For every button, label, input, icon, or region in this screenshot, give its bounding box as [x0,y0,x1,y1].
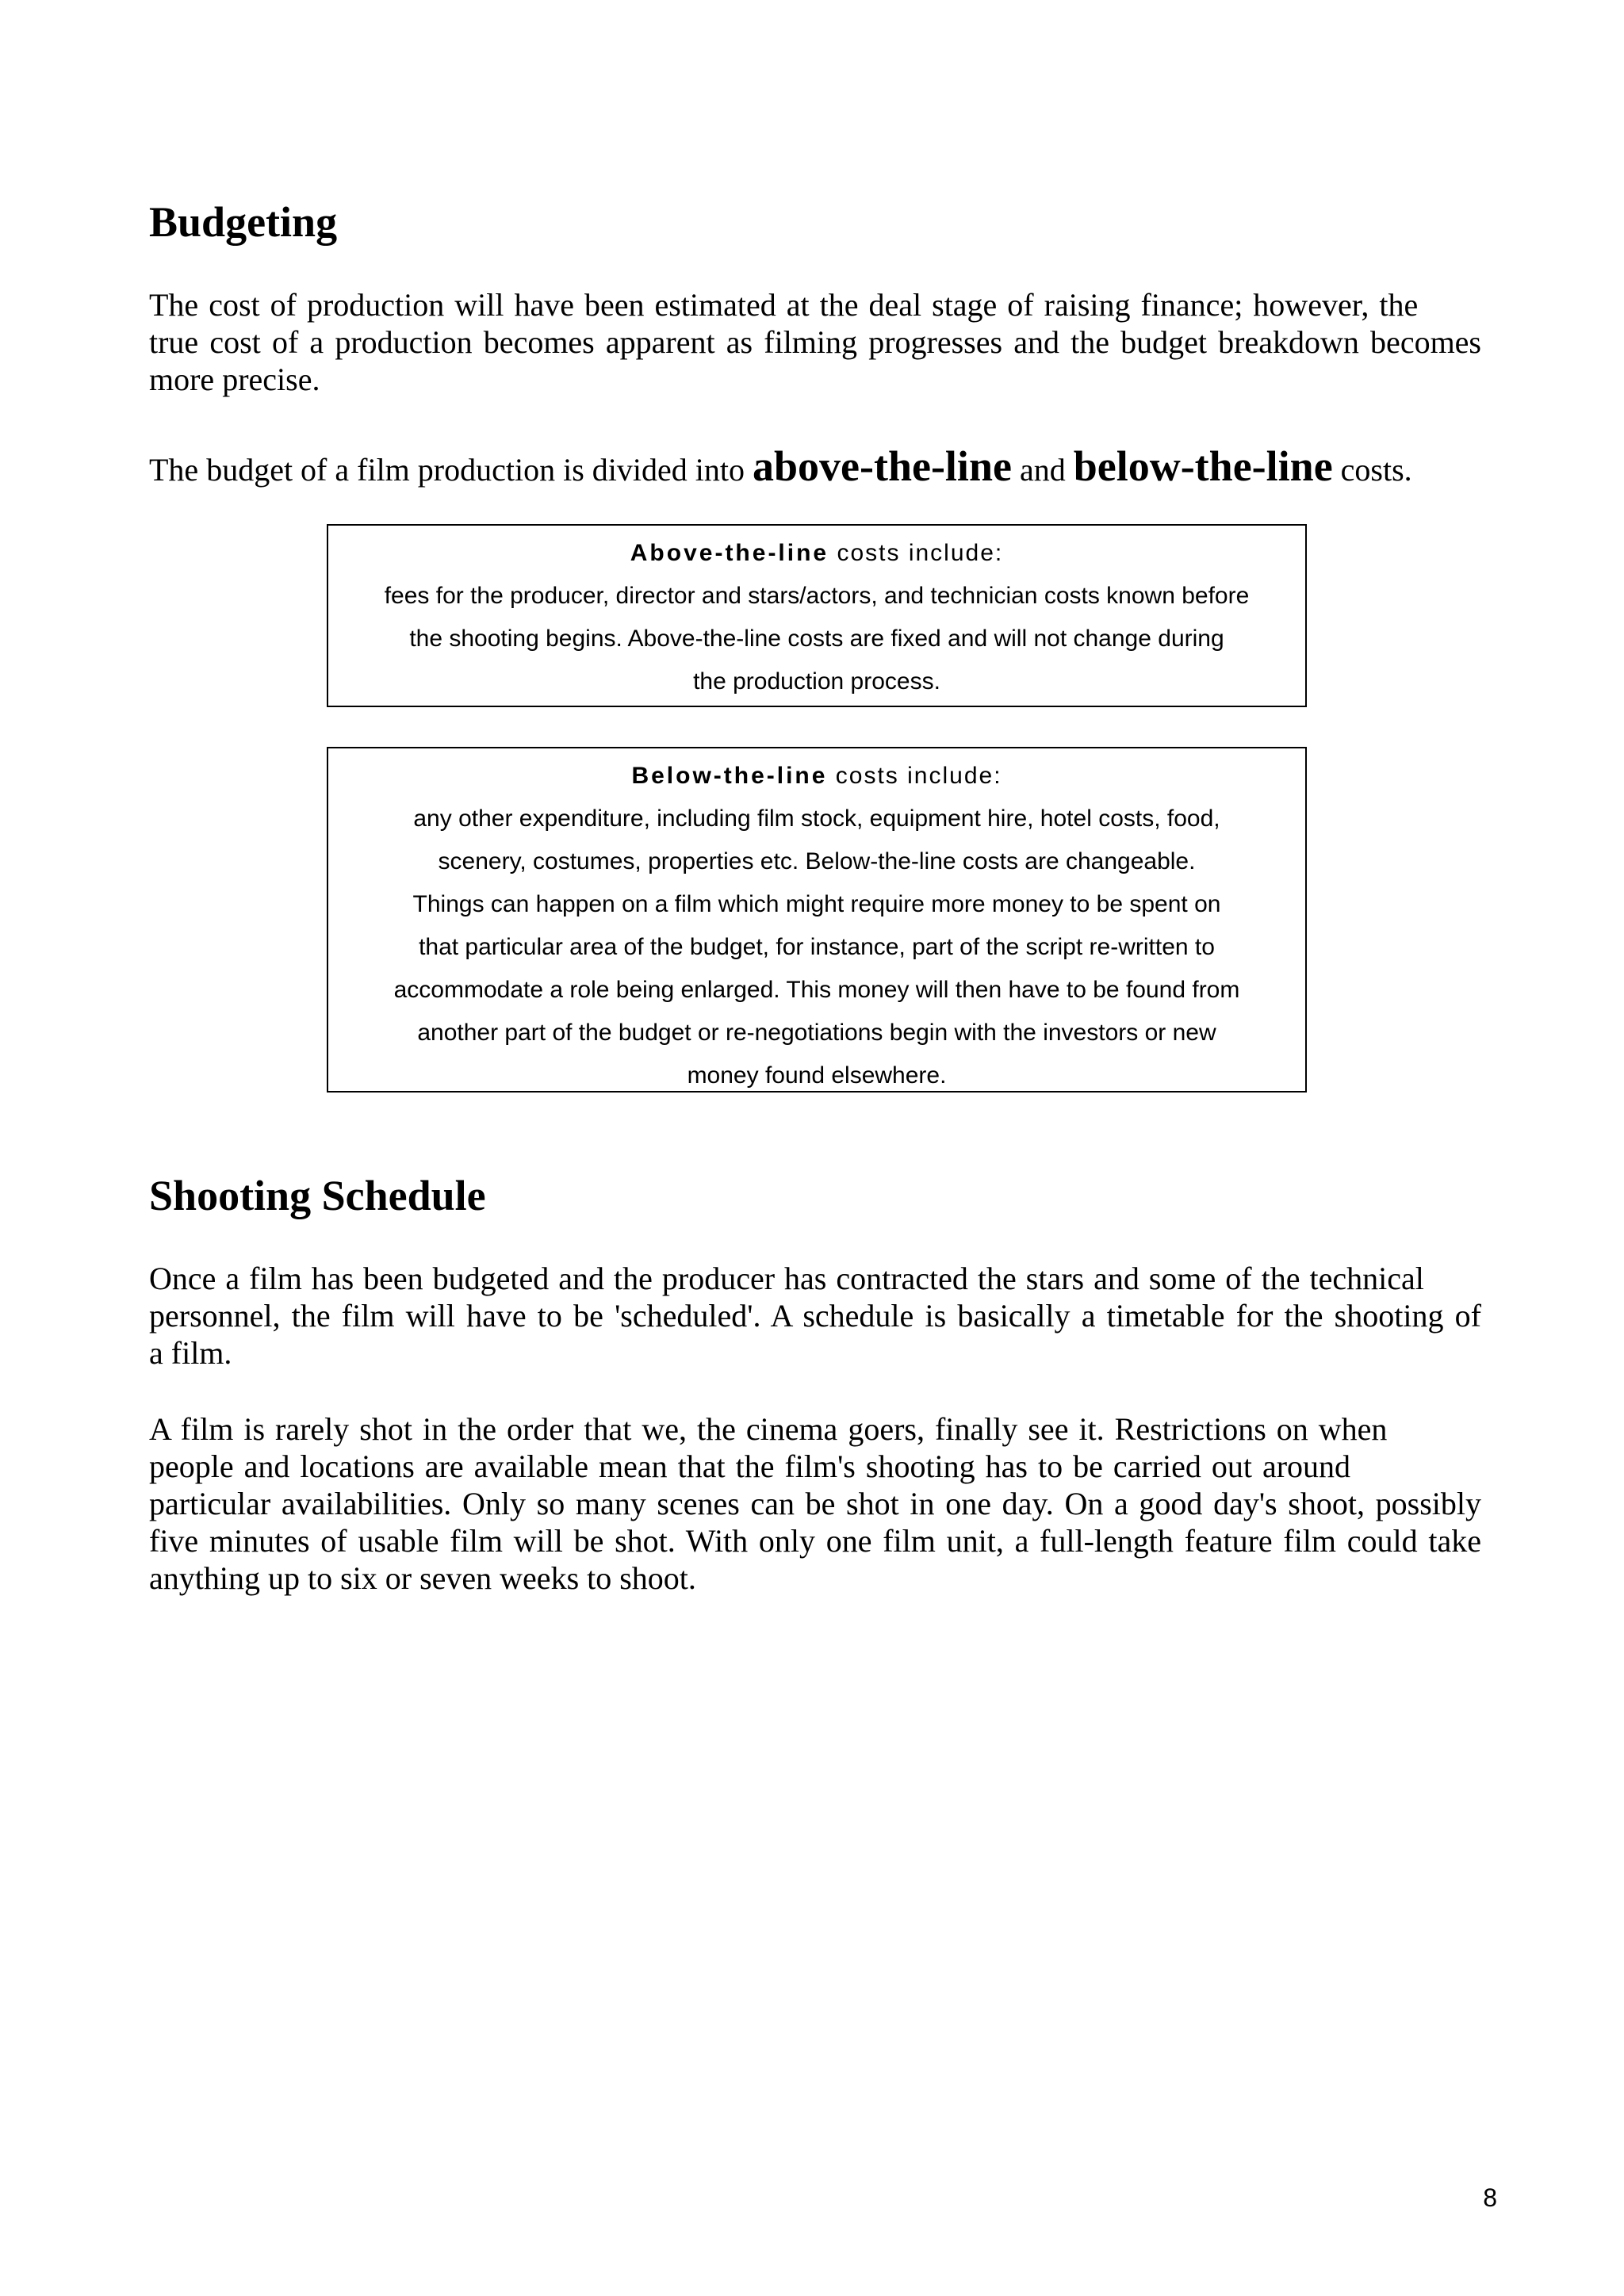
below-box-line-4: that particular area of the budget, for instance, part of the script re-written to [419,934,1215,960]
above-box-line-2: the shooting begins. Above-the-line costs are fixed and will not change during [409,626,1224,652]
shooting-paragraph-2 [149,1410,1481,1597]
below-the-line-box [327,747,1307,1093]
shooting-p2-line-5: anything up to six or seven weeks to shoot. [149,1560,696,1596]
above-box-title-rest: costs include: [829,540,1004,566]
above-box-line-1: fees for the producer, director and stars/actors, and technician costs known before [384,583,1250,609]
shooting-p2-line-3: particular availabilities. Only so many scenes can be shot in one day. On a good day's shoot, possibly [149,1486,1481,1521]
below-box-line-2: scenery, costumes, properties etc. Below-the-line costs are changeable. [438,848,1196,874]
above-the-line-term: above-the-line [752,442,1012,490]
shooting-paragraph-1 [149,1260,1481,1372]
shooting-schedule-heading: Shooting Schedule [149,1172,486,1219]
shooting-p1-line-2: personnel, the film will have to be 'scheduled'. A schedule is basically a timetable for the shooting of [149,1298,1481,1334]
budgeting-p1-line-3: more precise. [149,362,320,397]
shooting-p2-line-4: five minutes of usable film will be shot. With only one film unit, a full-length feature film could take [149,1523,1481,1559]
budgeting-heading: Budgeting [149,198,338,246]
below-box-title-term: Below-the-line [631,763,828,789]
above-box-line-3: the production process. [693,668,940,695]
below-box-line-3: Things can happen on a film which might require more money to be spent on [412,891,1221,917]
below-box-title [328,755,1305,798]
shooting-p1-line-1: Once a film has been budgeted and the producer has contracted the stars and some of the technical [149,1261,1424,1296]
budget-division-text-before: The budget of a film production is divided into [149,452,753,488]
above-the-line-box [327,524,1307,707]
budgeting-p1-line-2: true cost of a production becomes apparent as filming progresses and the budget breakdown becomes [149,324,1481,360]
below-box-line-7: money found elsewhere. [687,1062,947,1089]
budget-division-text-after: costs. [1332,452,1412,488]
shooting-p2-line-1: A film is rarely shot in the order that we, the cinema goers, finally see it. Restrictions on when [149,1411,1388,1447]
page-number: 8 [1483,2183,1497,2212]
shooting-p2-line-2: people and locations are available mean that the film's shooting has to be carried out around [149,1448,1351,1484]
budgeting-paragraph-2 [149,441,1481,496]
above-box-title [328,532,1305,575]
below-box-line-5: accommodate a role being enlarged. This money will then have to be found from [393,977,1240,1003]
below-box-line-6: another part of the budget or re-negotiations begin with the investors or new [417,1020,1216,1046]
below-the-line-term: below-the-line [1073,442,1333,490]
above-box-title-term: Above-the-line [630,540,829,566]
budgeting-p1-line-1: The cost of production will have been estimated at the deal stage of raising finance; however, the [149,287,1419,323]
budget-division-text-middle: and [1011,452,1074,488]
budgeting-paragraph-1 [149,286,1481,398]
shooting-p1-line-3: a film. [149,1335,232,1371]
below-box-title-rest: costs include: [827,763,1002,789]
below-box-line-1: any other expenditure, including film stock, equipment hire, hotel costs, food, [413,806,1220,832]
